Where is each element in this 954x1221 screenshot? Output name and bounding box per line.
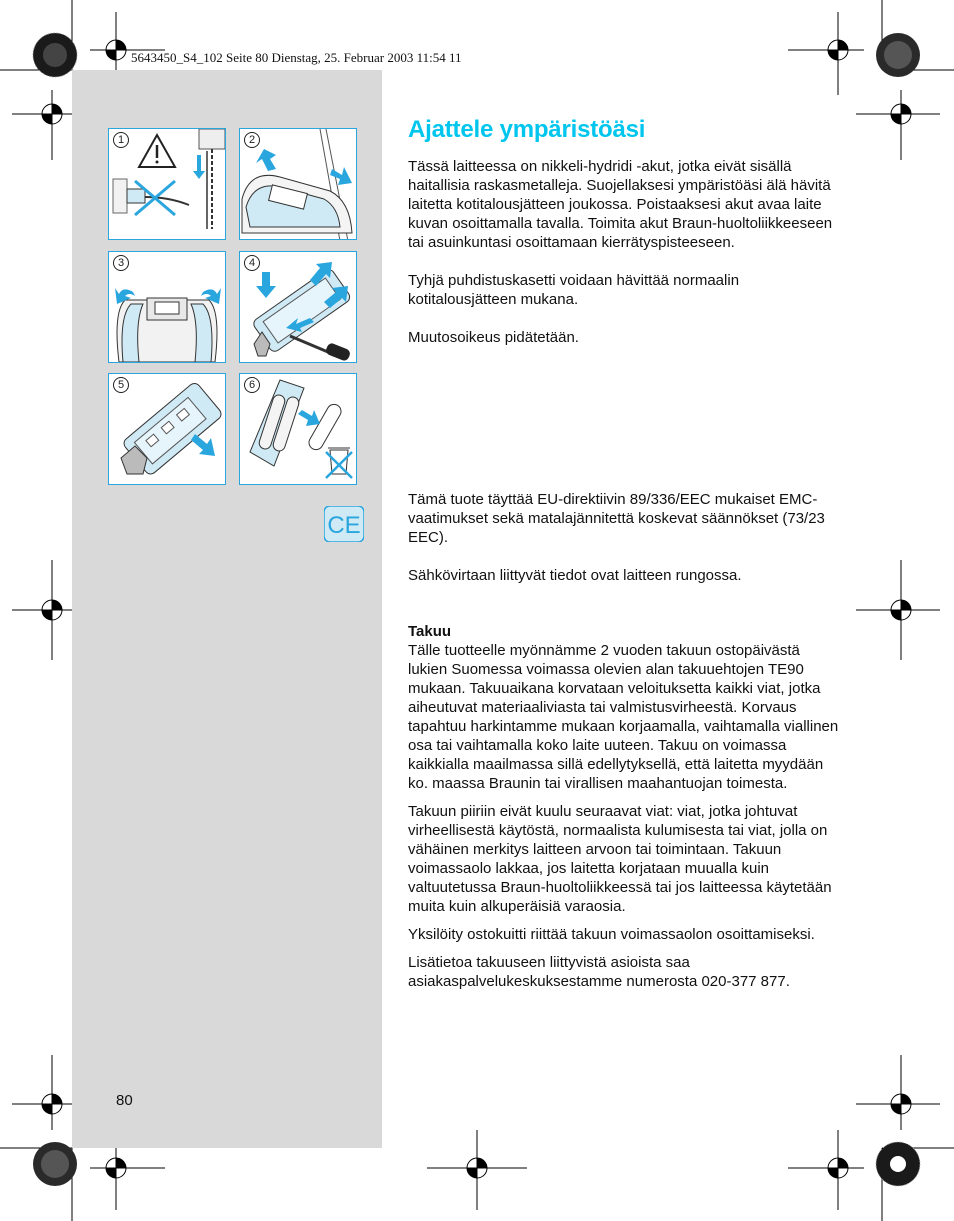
- figure-number: 6: [244, 377, 260, 393]
- figure-1: [108, 128, 226, 240]
- environment-paragraph: Tässä laitteessa on nikkeli-hydridi -akut, jotka eivät sisällä haitallisia raskasmetalleja. Suojellaksesi ympäristöäsi älä hävitä laitetta kotitalousjätteen joukossa. Poistaaksesi akut avaa laite kuvan osoittamalla tavalla. Toimita akut Braun-huoltoliikkeeseen tai asuinkuntasi osoittamaan kierrätyspisteeseen.: [408, 158, 833, 251]
- figure-number: 2: [244, 132, 260, 148]
- figure-6: [239, 373, 357, 485]
- ce-paragraph: Tämä tuote täyttää EU-direktiivin 89/336/EEC mukaiset EMC-vaatimukset sekä matalajännitettä koskevat säännökset (73/23 EEC).: [408, 491, 825, 546]
- warranty-paragraph: Takuun piiriin eivät kuulu seuraavat viat: viat, jotka johtuvat virheellisestä käytöstä, normaalista kulumisesta tai viat, jolla on vähäinen merkitys laitteen arvoon tai toimintaan. Takuun voimassaolo lakkaa, jos laitetta korjataan muualla kuin valtuutetussa Braun-huoltoliikkeessä tai jos laitteessa käytetään muita kuin alkuperäisiä varaosia.: [408, 803, 832, 915]
- page-number: 80: [116, 1092, 133, 1109]
- figure-3: [108, 251, 226, 363]
- ce-paragraph: Sähkövirtaan liittyvät tiedot ovat laitteen rungossa.: [408, 567, 742, 584]
- warranty-paragraph: Lisätietoa takuuseen liittyvistä asioista saa asiakaspalvelukeskuksestamme numerosta 020-377 877.: [408, 954, 790, 990]
- svg-text:CE: CE: [327, 512, 361, 539]
- print-slug-line: 5643450_S4_102 Seite 80 Dienstag, 25. Februar 2003 11:54 11: [131, 50, 462, 65]
- warranty-paragraph: Yksilöity ostokuitti riittää takuun voimassaolon osoittamiseksi.: [408, 926, 815, 943]
- warranty-heading: Takuu: [408, 623, 452, 640]
- environment-paragraph: Tyhjä puhdistuskasetti voidaan hävittää normaalin kotitalousjätteen mukana.: [408, 272, 740, 308]
- figure-4: [239, 251, 357, 363]
- figure-number: 5: [113, 377, 129, 393]
- figure-number: 1: [113, 132, 129, 148]
- warranty-paragraph: Tälle tuotteelle myönnämme 2 vuoden takuun ostopäivästä lukien Suomessa voimassa olevien alan takuuehtojen TE90 mukaan. Takuuaikana korvataan veloituksetta kaikki viat, jotka aiheutuvat materiaaliviasta tai valmistusvirheestä. Korvaus tapahtuu harkintamme mukaan korjaamalla, vaihtamalla viallinen osa tai vaihtamalla koko laite uuteen. Takuu on voimassa kaikkialla maailmassa sillä edellytyksellä, että laitetta myydään ko. maassa Braunin tai virallisen maahantuojan toimesta.: [408, 642, 839, 792]
- ce-mark-icon: [324, 506, 364, 547]
- environment-paragraph: Muutosoikeus pidätetään.: [408, 329, 579, 346]
- main-content: [408, 116, 840, 991]
- figure-5: [108, 373, 226, 485]
- section-title: Ajattele ympäristöäsi: [408, 116, 646, 143]
- figure-2: [239, 128, 357, 240]
- figure-number: 4: [244, 255, 260, 271]
- figure-number: 3: [113, 255, 129, 271]
